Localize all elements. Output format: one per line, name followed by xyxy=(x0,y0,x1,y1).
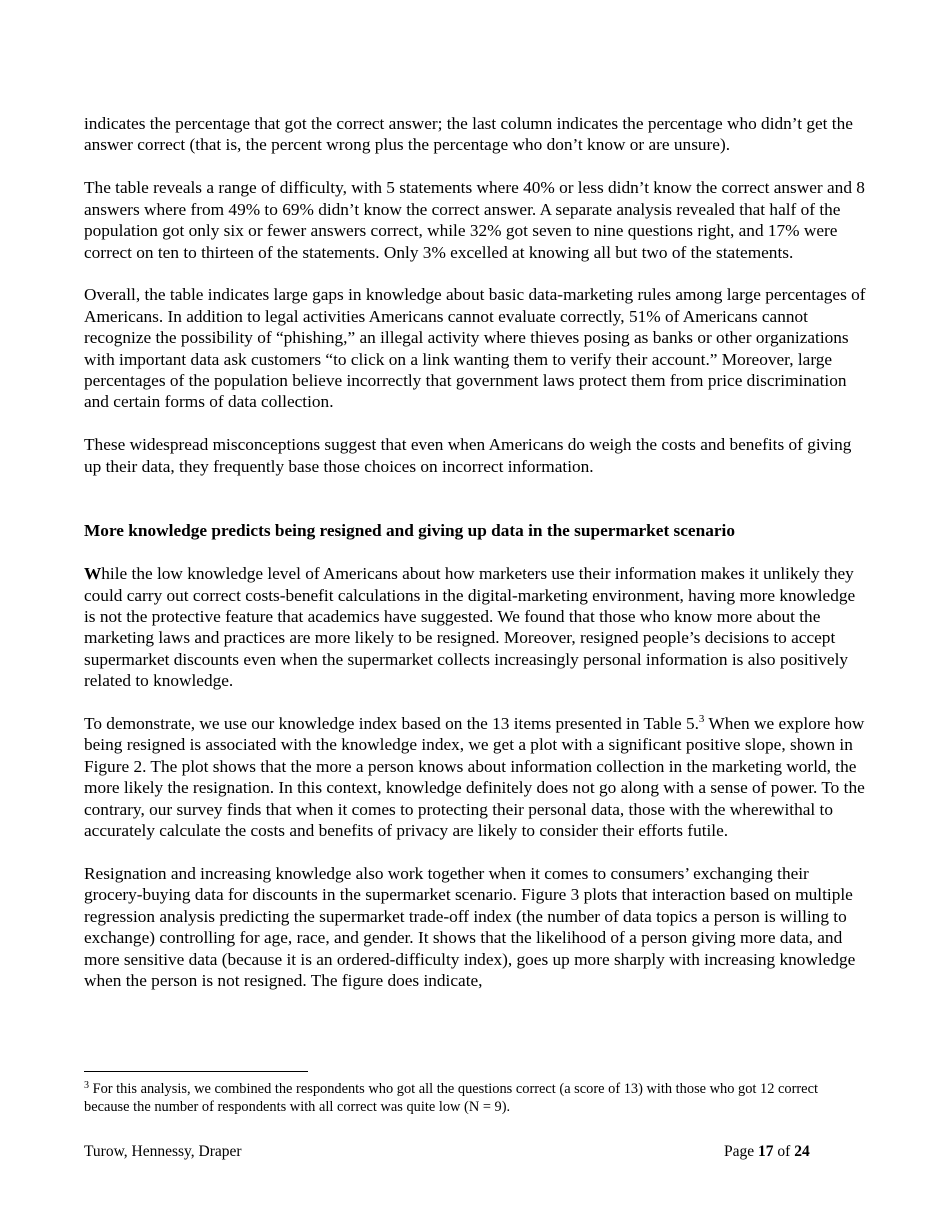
paragraph-low-knowledge-text: hile the low knowledge level of Americans about how marketers use their information makes it unlikely they could carry out correct costs-benefit calculations in the digital-marketing environment, having more knowledge is not the protective feature that academics have suggested. We found that those who know more about the marketing laws and practices are more likely to be resigned. Moreover, resigned people’s decisions to accept supermarket discounts even when the supermarket collects increasingly personal information is also positively related to knowledge. xyxy=(84,564,856,691)
section-heading: More knowledge predicts being resigned and giving up data in the supermarket scenario xyxy=(84,521,735,541)
footnote-divider xyxy=(84,1071,308,1072)
paragraph-knowledge-gaps: Overall, the table indicates large gaps in knowledge about basic data-marketing rules among large percentages of Americans. In addition to legal activities Americans cannot evaluate correctly, 51% of Americans cannot recognize the possibility of “phishing,” an illegal activity where thieves posing as banks or other organizations with important data ask customers “to click on a link wanting them to verify their account.” Moreover, large percentages of the population believe incorrectly that government laws protect them from price discrimination and certain forms of data collection. xyxy=(84,285,866,412)
footnote-mark: 3 xyxy=(84,1080,89,1091)
footer-authors: Turow, Hennessy, Draper xyxy=(84,1143,242,1160)
footnote-text: For this analysis, we combined the respondents who got all the questions correct (a score of 13) with those who got 12 correct because the number of respondents with all correct was quite low (N = 9). xyxy=(84,1081,818,1115)
paragraph-demonstrate-rest: When we explore how being resigned is associated with the knowledge index, we get a plot with a significant positive slope, shown in Figure 2. The plot shows that the more a person knows about information collection in the marketing world, the more likely the resignation. In this context, knowledge definitely does not go along with a sense of power. To the contrary, our survey finds that when it comes to protecting their personal data, those with the wherewithal to accurately calculate the costs and benefits of privacy are likely to consider their efforts futile. xyxy=(84,714,865,841)
footer-of-word: of xyxy=(773,1143,795,1160)
paragraph-demonstrate xyxy=(84,713,869,841)
paragraph-difficulty-range: The table reveals a range of difficulty, with 5 statements where 40% or less didn’t know the correct answer and 8 answers where from 49% to 69% didn’t know the correct answer. A separate analysis revealed that half of the population got only six or fewer answers correct, while 32% got seven to nine questions right, and 17% were correct on ten to thirteen of the statements. Only 3% excelled at knowing all but two of the statements. xyxy=(84,178,865,262)
footer-page-word: Page xyxy=(724,1143,759,1160)
body-text xyxy=(84,113,869,1013)
footer-page-number xyxy=(724,1143,810,1161)
paragraph-resignation-knowledge: Resignation and increasing knowledge also work together when it comes to consumers’ exchanging their grocery-buying data for discounts in the supermarket scenario. Figure 3 plots that interaction based on multiple regression analysis predicting the supermarket trade-off index (the number of data topics a person is willing to exchange) controlling for age, race, and gender. It shows that the likelihood of a person giving more data, and more sensitive data (because it is an ordered-difficulty index), goes up more sharply with increasing knowledge when the person is not resigned. The figure does indicate, xyxy=(84,863,856,990)
paragraph-misconceptions: These widespread misconceptions suggest that even when Americans do weigh the costs and benefits of giving up their data, they frequently base those choices on incorrect information. xyxy=(84,435,852,476)
total-page-count: 24 xyxy=(794,1143,810,1160)
paragraph-demonstrate-start: To demonstrate, we use our knowledge index based on the 13 items presented in Table 5. xyxy=(84,714,699,734)
paragraph-table-explanation: indicates the percentage that got the correct answer; the last column indicates the percentage who didn’t get the answer correct (that is, the percent wrong plus the percentage who don’t know or are unsure). xyxy=(84,114,853,155)
footnote-reference[interactable]: 3 xyxy=(698,713,705,726)
current-page-number: 17 xyxy=(758,1143,774,1160)
paragraph-low-knowledge xyxy=(84,563,869,691)
footnote xyxy=(84,1080,864,1116)
paragraph-initial-letter: W xyxy=(84,564,102,584)
